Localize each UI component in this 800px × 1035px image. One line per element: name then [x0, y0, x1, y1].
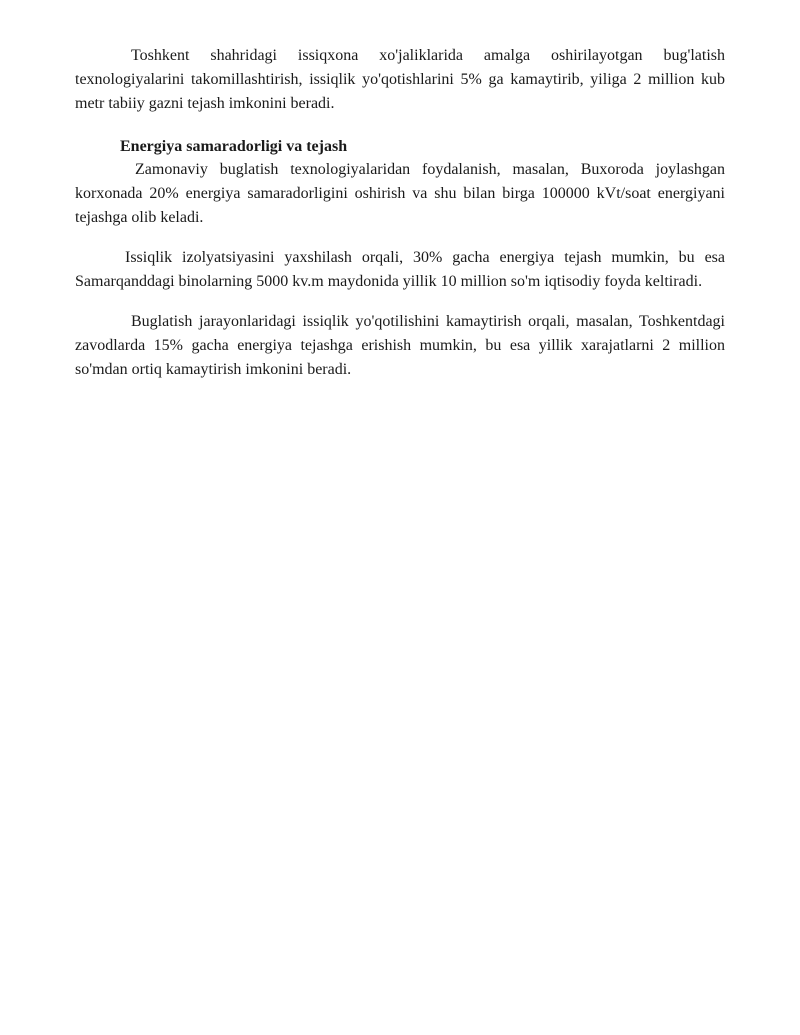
paragraph-thermal-insulation: Issiqlik izolyatsiyasini yaxshilash orqali, 30% gacha energiya tejash mumkin, bu esa Samarqanddagi binolarning 5000 kv.m maydonida yillik 10 million so'm iqtisodiy foyda keltiradi. [75, 249, 725, 290]
document-page [75, 44, 725, 382]
paragraph-bukhara-efficiency: Zamonaviy buglatish texnologiyalaridan foydalanish, masalan, Buxoroda joylashgan korxonada 20% energiya samaradorligini oshirish va shu bilan birga 100000 kVt/soat energiyani tejashga olib keladi. [75, 161, 725, 226]
paragraph-greenhouse-evaporation: Toshkent shahridagi issiqxona xo'jaliklarida amalga oshirilayotgan bug'latish texnologiyalarini takomillashtirish, issiqlik yo'qotishlarini 5% ga kamaytirib, yiliga 2 million kub metr tabiiy gazni tejash imkonini beradi. [75, 47, 725, 112]
section-heading: Energiya samaradorligi va tejash [120, 138, 348, 155]
paragraph-heat-loss-reduction: Buglatish jarayonlaridagi issiqlik yo'qotilishini kamaytirish orqali, masalan, Toshkentdagi zavodlarda 15% gacha energiya tejashga erishish mumkin, bu esa yillik xarajatlarni 2 million so'mdan ortiq kamaytirish imkonini beradi. [75, 313, 725, 378]
